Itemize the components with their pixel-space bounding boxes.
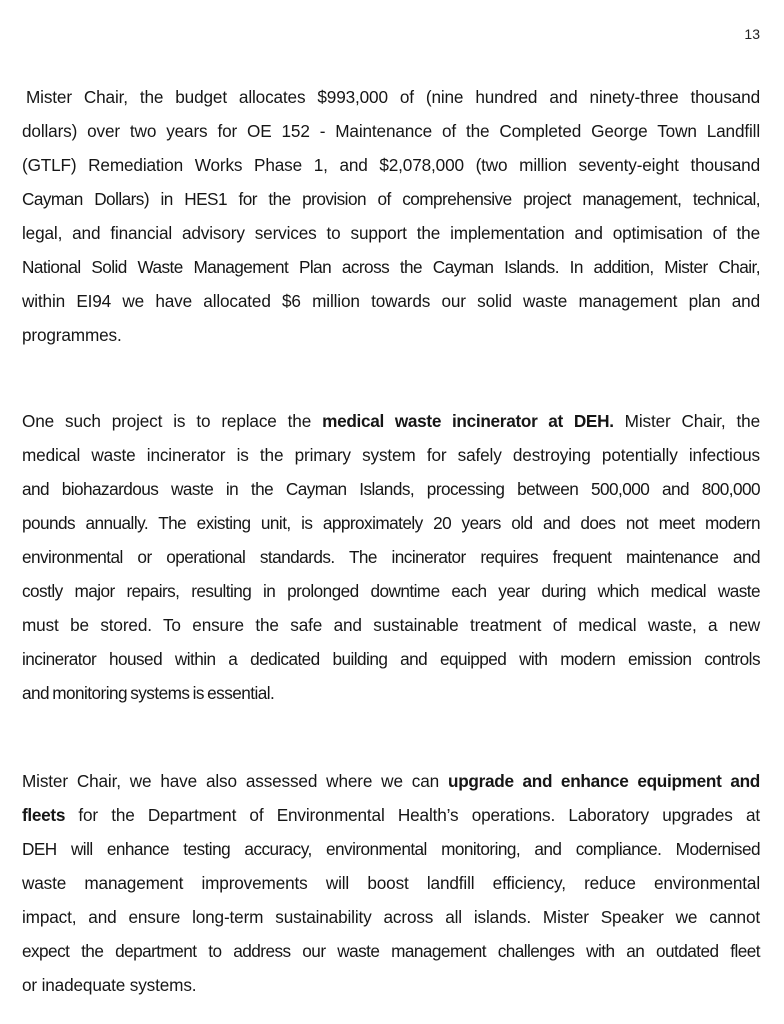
bold-text-run: fleets [22, 805, 66, 825]
text-line: dollars) over two years for OE 152 - Maintenance of the Completed George Town Landfill [22, 121, 760, 141]
text-line: Cayman Dollars) in HES1 for the provision of comprehensive project management, technical, [22, 189, 760, 209]
text-line: legal, and financial advisory services to support the implementation and optimisation of the [22, 223, 760, 243]
text-line: DEH will enhance testing accuracy, environmental monitoring, and compliance. Modernised [22, 839, 760, 859]
text-line: National Solid Waste Management Plan across the Cayman Islands. In addition, Mister Chair, [22, 257, 760, 277]
bold-text-run: medical waste incinerator at DEH. [322, 411, 614, 431]
text-line: Mister Chair, the budget allocates $993,000 of (nine hundred and ninety-three thousand [26, 87, 760, 107]
text-line [22, 798, 760, 832]
text-line: and biohazardous waste in the Cayman Islands, processing between 500,000 and 800,000 [22, 479, 760, 499]
text-run: One such project is to replace the [22, 411, 323, 431]
text-line: impact, and ensure long-term sustainability across all islands. Mister Speaker we cannot [22, 907, 760, 927]
paragraph-medical-waste-incinerator [22, 404, 760, 710]
text-line: incinerator housed within a dedicated building and equipped with modern emission controls [22, 649, 760, 669]
text-line: within EI94 we have allocated $6 million towards our solid waste management plan and [22, 291, 760, 311]
text-line: pounds annually. The existing unit, is approximately 20 years old and does not meet modern [22, 513, 760, 533]
text-run: Mister Chair, we have also assessed where we can [22, 771, 448, 791]
text-line: waste management improvements will boost landfill efficiency, reduce environmental [22, 873, 760, 893]
text-line: costly major repairs, resulting in prolonged downtime each year during which medical waste [22, 581, 760, 601]
text-run: for the Department of Environmental Health’s operations. Laboratory upgrades at [65, 805, 760, 825]
bold-text-run: upgrade and enhance equipment and [448, 771, 760, 791]
text-run: Mister Chair, the [613, 411, 760, 431]
text-line: and monitoring systems is essential. [22, 683, 275, 703]
text-line: (GTLF) Remediation Works Phase 1, and $2,078,000 (two million seventy-eight thousand [22, 155, 760, 175]
text-line: expect the department to address our waste management challenges with an outdated fleet [22, 941, 760, 961]
text-line: or inadequate systems. [22, 975, 197, 995]
page-number: 13 [744, 26, 760, 42]
text-line: medical waste incinerator is the primary system for safely destroying potentially infectious [22, 445, 760, 465]
text-line [22, 764, 760, 798]
paragraph-equipment-and-fleets [22, 764, 760, 1002]
text-line: environmental or operational standards. The incinerator requires frequent maintenance and [22, 547, 760, 567]
text-line [22, 404, 760, 438]
text-line: must be stored. To ensure the safe and sustainable treatment of medical waste, a new [22, 615, 760, 635]
text-line: programmes. [22, 325, 122, 345]
paragraph-budget-allocation [22, 80, 760, 352]
